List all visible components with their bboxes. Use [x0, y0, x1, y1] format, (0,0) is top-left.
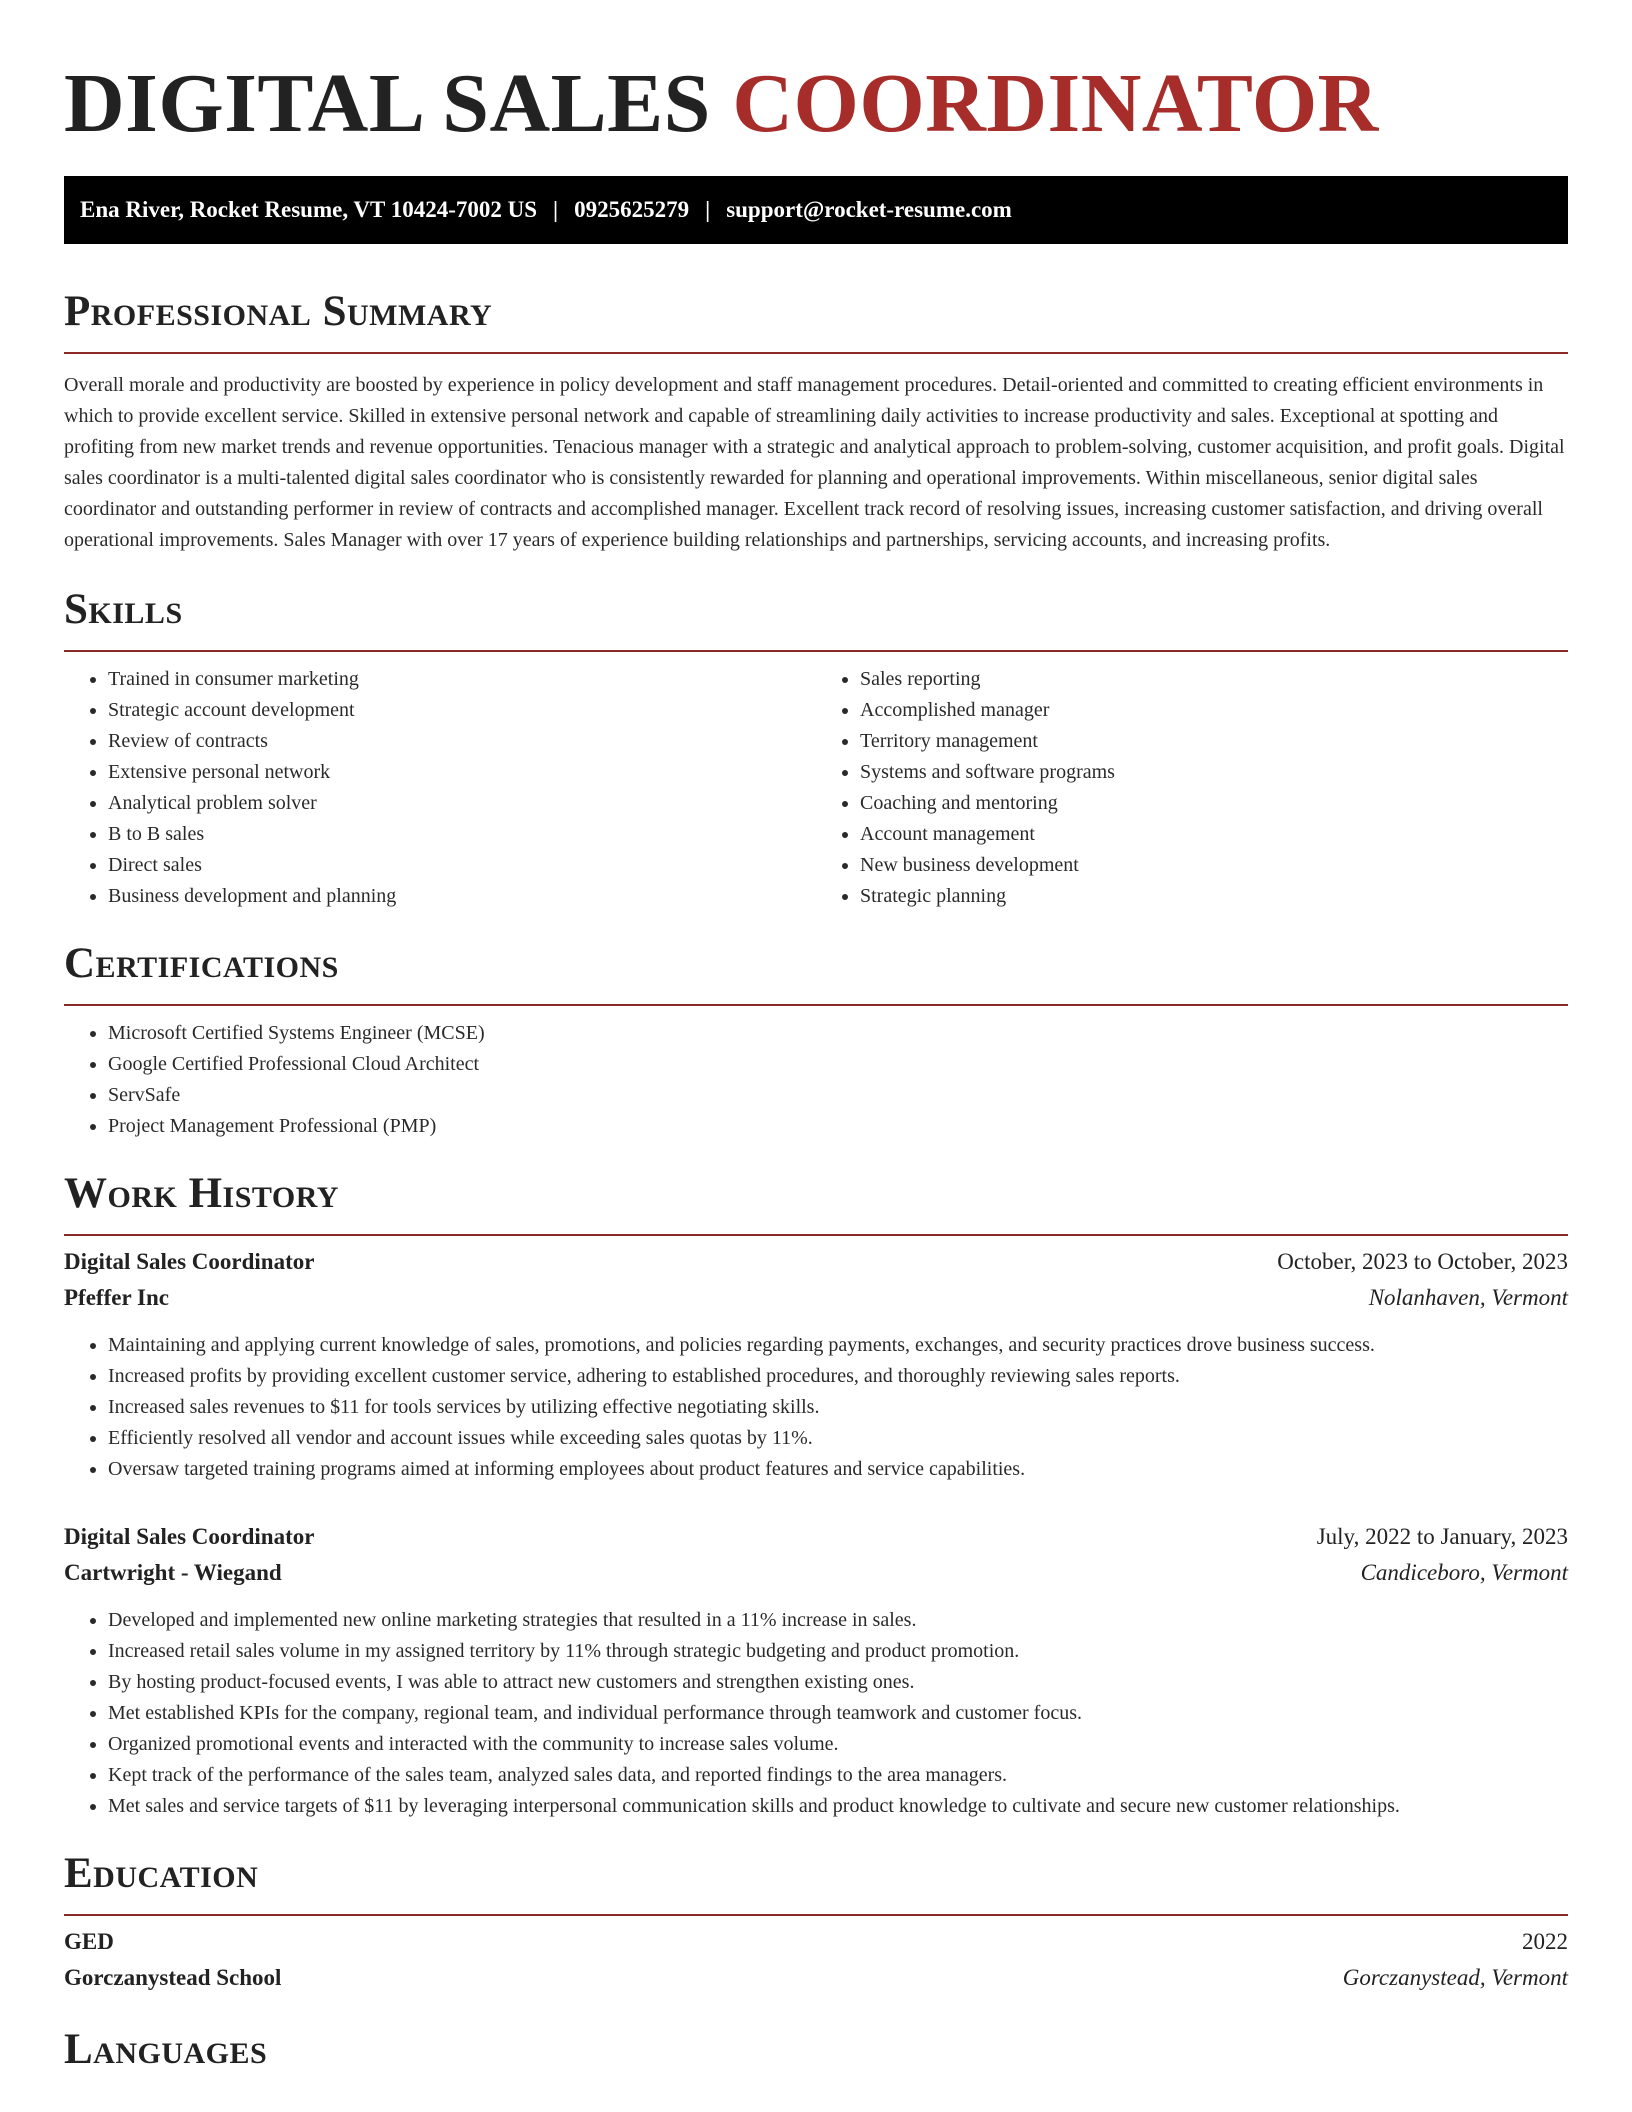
education-section [64, 1850, 1568, 1996]
skills-heading: Skills [64, 586, 183, 633]
certification-item: • Google Certified Professional Cloud Architect [108, 1049, 1568, 1080]
section-divider [64, 352, 1568, 354]
job-bullet: • Kept track of the performance of the sales team, analyzed sales data, and reported findings to the area managers. [108, 1760, 1568, 1791]
job-title: Digital Sales Coordinator [64, 1524, 315, 1549]
title-accent: COORDINATOR [732, 57, 1379, 150]
skills-columns [64, 664, 1568, 912]
job-bullet: • Increased retail sales volume in my assigned territory by 11% through strategic budgeting and product promotion. [108, 1636, 1568, 1667]
section-divider [64, 1234, 1568, 1236]
job-bullets [64, 1330, 1568, 1485]
skills-column-right [816, 664, 1568, 912]
certification-item: • Microsoft Certified Systems Engineer (MCSE) [108, 1018, 1568, 1049]
job-title: Digital Sales Coordinator [64, 1249, 315, 1274]
education-heading: Education [64, 1850, 259, 1897]
section-divider [64, 650, 1568, 652]
contact-phone: 0925625279 [574, 197, 690, 222]
job-bullet: • Developed and implemented new online marketing strategies that resulted in a 11% increase in sales. [108, 1605, 1568, 1636]
title-main: DIGITAL SALES [64, 57, 711, 150]
job-bullet: • Met established KPIs for the company, regional team, and individual performance through teamwork and customer focus. [108, 1698, 1568, 1729]
job-entry [64, 1519, 1568, 1822]
skill-item: • Account management [860, 819, 1568, 850]
languages-heading: Languages [64, 2026, 268, 2073]
certifications-list [64, 1018, 1568, 1142]
job-company-row [64, 1280, 1568, 1316]
certifications-section [64, 940, 1568, 1142]
skill-item: • Extensive personal network [108, 757, 816, 788]
skills-column-left [64, 664, 816, 912]
job-bullet: • Increased sales revenues to $11 for tools services by utilizing effective negotiating skills. [108, 1392, 1568, 1423]
skill-item: • Territory management [860, 726, 1568, 757]
job-location: Candiceboro, Vermont [1360, 1560, 1568, 1585]
education-degree: GED [64, 1929, 114, 1954]
job-bullet: • Maintaining and applying current knowledge of sales, promotions, and policies regarding payments, exchanges, and security practices drove business success. [108, 1330, 1568, 1361]
job-bullet: • Efficiently resolved all vendor and account issues while exceeding sales quotas by 11%. [108, 1423, 1568, 1454]
summary-text: Overall morale and productivity are boosted by experience in policy development and staff management procedures. Detail-oriented and committed to creating efficient environments in which to provide excellent service. Skilled in extensive personal network and capable of streamlining daily activities to increase productivity and sales. Exceptional at spotting and profiting from new market trends and revenue opportunities. Tenacious manager with a strategic and analytical approach to problem-solving, customer acquisition, and profit goals. Digital sales coordinator is a multi-talented digital sales coordinator who is consistently rewarded for planning and operational improvements. Within miscellaneous, senior digital sales coordinator and outstanding performer in review of contracts and accomplished manager. Excellent track record of resolving issues, increasing customer satisfaction, and driving overall operational improvements. Sales Manager with over 17 years of experience building relationships and partnerships, servicing accounts, and increasing profits. [64, 374, 1565, 551]
skill-item: • Coaching and mentoring [860, 788, 1568, 819]
skill-item: • B to B sales [108, 819, 816, 850]
section-divider [64, 1914, 1568, 1916]
job-header-row [64, 1244, 1568, 1280]
job-bullet: • Organized promotional events and interacted with the community to increase sales volume. [108, 1729, 1568, 1760]
skill-item: • Sales reporting [860, 664, 1568, 695]
education-entry [64, 1924, 1568, 1996]
job-company: Cartwright - Wiegand [64, 1560, 282, 1585]
skill-item: • Strategic planning [860, 881, 1568, 912]
contact-email: support@rocket-resume.com [726, 197, 1012, 222]
education-school-row [64, 1960, 1568, 1996]
education-degree-row [64, 1924, 1568, 1960]
job-bullet: • Increased profits by providing excellent customer service, adhering to established procedures, and thoroughly reviewing sales reports. [108, 1361, 1568, 1392]
job-dates: October, 2023 to October, 2023 [1277, 1249, 1568, 1274]
contact-address: Ena River, Rocket Resume, VT 10424-7002 US [80, 197, 538, 222]
job-bullet: • Oversaw targeted training programs aimed at informing employees about product features and service capabilities. [108, 1454, 1568, 1485]
certification-item: • ServSafe [108, 1080, 1568, 1111]
job-header-row [64, 1519, 1568, 1555]
job-location: Nolanhaven, Vermont [1368, 1285, 1568, 1310]
skills-section [64, 586, 1568, 912]
job-bullet: • By hosting product-focused events, I was able to attract new customers and strengthen existing ones. [108, 1667, 1568, 1698]
education-location: Gorczanystead, Vermont [1342, 1965, 1568, 1990]
job-bullets [64, 1605, 1568, 1822]
job-company: Pfeffer Inc [64, 1285, 169, 1310]
education-year: 2022 [1522, 1929, 1568, 1954]
skills-list-right [816, 664, 1568, 912]
job-entry [64, 1244, 1568, 1485]
summary-heading: Professional Summary [64, 288, 493, 335]
skill-item: • Direct sales [108, 850, 816, 881]
skill-item: • New business development [860, 850, 1568, 881]
education-school: Gorczanystead School [64, 1965, 282, 1990]
work-history-heading: Work History [64, 1170, 339, 1217]
summary-section [64, 288, 1568, 556]
job-dates: July, 2022 to January, 2023 [1316, 1524, 1568, 1549]
skills-list-left [64, 664, 816, 912]
contact-separator: | [553, 197, 559, 222]
job-bullet: • Met sales and service targets of $11 by leveraging interpersonal communication skills and product knowledge to cultivate and secure new customer relationships. [108, 1791, 1568, 1822]
section-divider [64, 1004, 1568, 1006]
certification-item: • Project Management Professional (PMP) [108, 1111, 1568, 1142]
skill-item: • Strategic account development [108, 695, 816, 726]
contact-separator: | [705, 197, 711, 222]
skill-item: • Review of contracts [108, 726, 816, 757]
resume-title [64, 54, 1568, 154]
job-company-row [64, 1555, 1568, 1591]
skill-item: • Trained in consumer marketing [108, 664, 816, 695]
skill-item: • Accomplished manager [860, 695, 1568, 726]
contact-bar [64, 176, 1568, 244]
skill-item: • Analytical problem solver [108, 788, 816, 819]
languages-section [64, 2026, 1568, 2074]
work-history-section [64, 1170, 1568, 1822]
skill-item: • Business development and planning [108, 881, 816, 912]
certifications-heading: Certifications [64, 940, 339, 987]
skill-item: • Systems and software programs [860, 757, 1568, 788]
